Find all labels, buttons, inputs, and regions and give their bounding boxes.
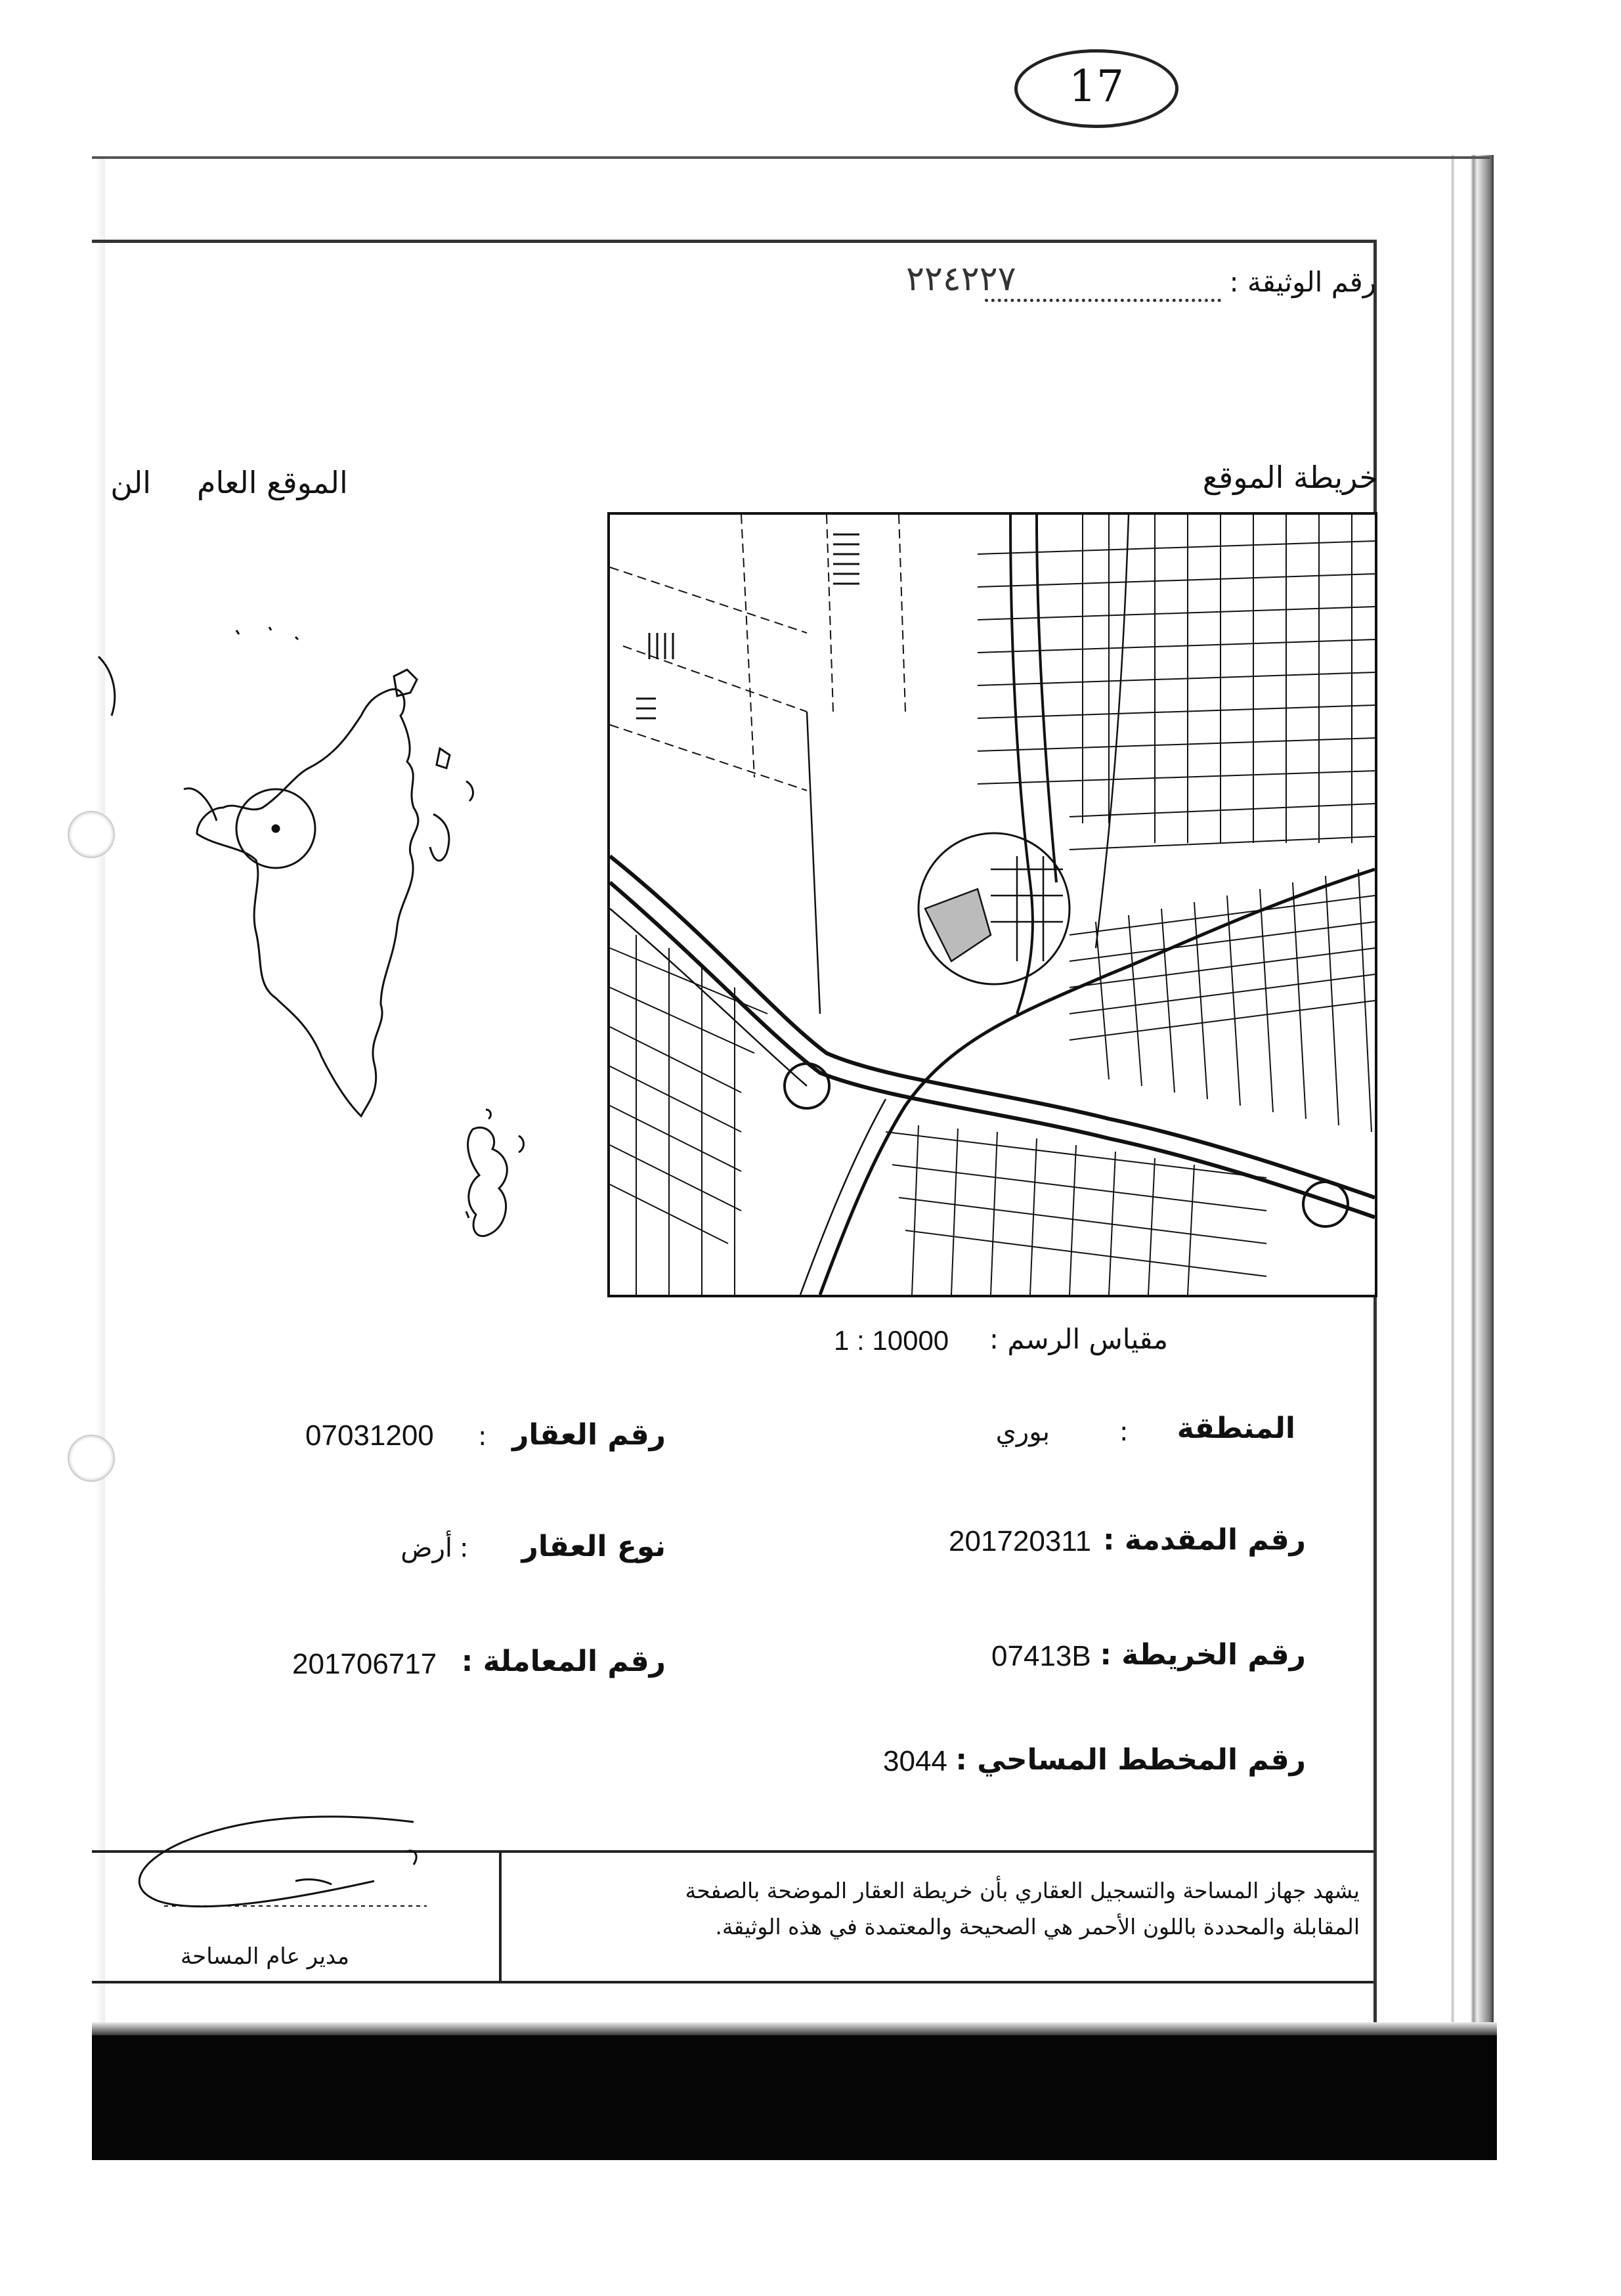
survey-plan-value: 3044 bbox=[883, 1745, 947, 1777]
survey-plan-label: رقم المخطط المساحي : bbox=[955, 1743, 1306, 1777]
street-map-drawing bbox=[610, 515, 1375, 1295]
transaction-number-value: 201706717 bbox=[292, 1648, 437, 1680]
certification-line-1: يشهد جهاز المساحة والتسجيل العقاري بأن خريطة العقار الموضحة بالصفحة bbox=[685, 1878, 1360, 1903]
property-number-value: 07031200 bbox=[305, 1419, 434, 1452]
scan-top-edge bbox=[92, 156, 1490, 159]
property-number-separator: : bbox=[478, 1421, 487, 1452]
site-location-map bbox=[607, 512, 1377, 1297]
map-number-label: رقم الخريطة : bbox=[1100, 1638, 1306, 1672]
map-number-value: 07413B bbox=[991, 1640, 1091, 1672]
scan-bottom-shadow bbox=[92, 2035, 1497, 2160]
property-type-label: نوع العقار bbox=[521, 1530, 666, 1563]
footer-divider bbox=[499, 1850, 502, 1981]
property-type-separator: : bbox=[460, 1533, 469, 1563]
certification-line-2: المقابلة والمحددة باللون الأحمر هي الصحيحة والمعتمدة في هذه الوثيقة. bbox=[715, 1914, 1360, 1939]
general-location-map bbox=[98, 617, 571, 1287]
scan-left-strip bbox=[0, 158, 105, 2029]
area-label: المنطقة bbox=[1177, 1412, 1295, 1445]
scale-value: 1 : 10000 bbox=[834, 1325, 949, 1356]
director-title: مدير عام المساحة bbox=[181, 1943, 349, 1970]
punch-hole-bottom bbox=[68, 1435, 115, 1482]
page-number: 17 bbox=[1014, 49, 1178, 128]
document-number-value: ٢٢٤٢٢٧ bbox=[906, 259, 1016, 299]
document-number-dotted-line bbox=[985, 299, 1221, 302]
transaction-number-label: رقم المعاملة : bbox=[461, 1645, 666, 1678]
document-number-label: رقم الوثيقة : bbox=[1229, 266, 1376, 298]
scale-label: مقياس الرسم : bbox=[989, 1323, 1168, 1355]
director-signature bbox=[98, 1802, 466, 1934]
area-value: بوري bbox=[995, 1417, 1050, 1447]
cut-off-title: الن bbox=[110, 465, 151, 500]
property-number-label: رقم العقار bbox=[512, 1418, 666, 1452]
application-number-value: 201720311 bbox=[949, 1525, 1091, 1557]
property-type-value: أرض bbox=[400, 1533, 452, 1563]
scan-right-edge bbox=[1444, 155, 1494, 2033]
site-map-title: خريطة الموقع bbox=[1202, 460, 1378, 495]
application-number-label: رقم المقدمة : bbox=[1103, 1523, 1306, 1557]
general-location-title: الموقع العام bbox=[197, 465, 348, 500]
area-separator: : bbox=[1119, 1417, 1129, 1447]
